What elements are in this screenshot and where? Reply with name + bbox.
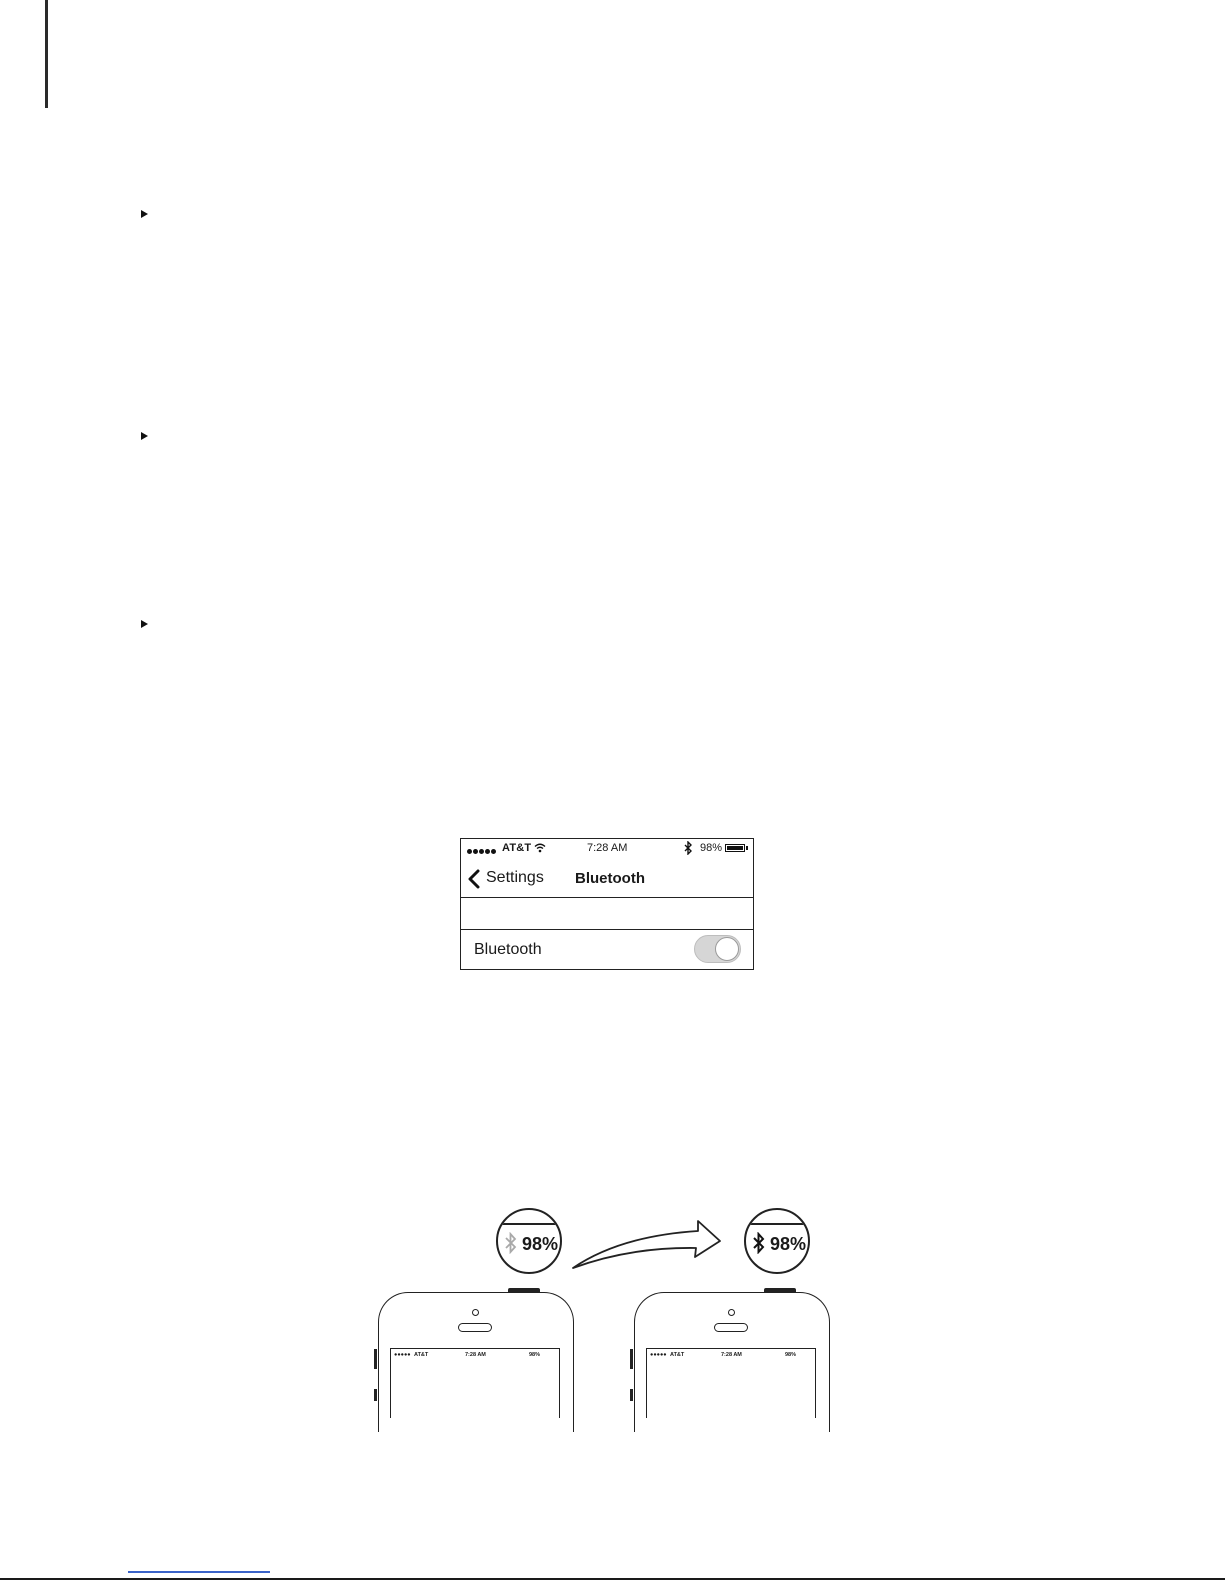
battery-percent: 98% — [785, 1352, 797, 1358]
bluetooth-row-label: Bluetooth — [474, 941, 542, 958]
status-time: 7:28 AM — [465, 1352, 486, 1358]
battery-fill — [727, 846, 743, 850]
battery-nub — [746, 846, 748, 850]
toggle-knob[interactable] — [715, 937, 739, 961]
carrier-name: AT&T — [502, 842, 532, 854]
phone-illustration-after — [634, 1292, 830, 1412]
bullet-marker — [141, 620, 148, 628]
phone-screen — [390, 1348, 560, 1418]
curved-arrow-icon — [570, 1211, 730, 1271]
bluetooth-icon — [684, 841, 693, 858]
bluetooth-toggle[interactable] — [694, 935, 741, 963]
status-bar — [647, 1350, 815, 1360]
zoom-circle-after — [744, 1208, 810, 1274]
status-bar-edge — [498, 1223, 560, 1225]
volume-button — [630, 1389, 633, 1401]
wifi-icon — [534, 843, 546, 856]
signal-dots-icon — [467, 845, 497, 857]
back-button[interactable]: Settings — [486, 869, 544, 886]
phone-body — [378, 1292, 574, 1432]
status-time: 7:28 AM — [587, 842, 628, 854]
navigation-bar — [461, 859, 753, 898]
battery-percent: 98% — [770, 1234, 807, 1254]
phone-illustration-before — [378, 1292, 574, 1412]
bluetooth-icon — [505, 1232, 517, 1259]
volume-button — [374, 1349, 377, 1369]
speaker-icon — [458, 1323, 492, 1332]
status-bar — [391, 1350, 559, 1360]
status-bar — [461, 839, 753, 859]
page-title: Bluetooth — [575, 870, 645, 887]
camera-icon — [728, 1309, 735, 1316]
battery-icon — [725, 844, 745, 852]
carrier-name: AT&T — [670, 1352, 685, 1358]
bullet-marker — [141, 210, 148, 218]
battery-percent: 98% — [522, 1234, 559, 1254]
bluetooth-setting-row — [461, 930, 753, 969]
bluetooth-settings-screen — [460, 838, 754, 970]
volume-button — [374, 1389, 377, 1401]
battery-percent: 98% — [700, 842, 723, 854]
camera-icon — [472, 1309, 479, 1316]
phone-body — [634, 1292, 830, 1432]
signal-dots-icon: ●●●●● — [650, 1352, 667, 1358]
chevron-left-icon[interactable] — [467, 869, 481, 894]
volume-button — [630, 1349, 633, 1369]
footer-rule — [0, 1578, 1225, 1580]
carrier-name: AT&T — [414, 1352, 429, 1358]
zoom-circle-before — [496, 1208, 562, 1274]
footer-link-underline — [128, 1571, 270, 1573]
bullet-marker — [141, 432, 148, 440]
speaker-icon — [714, 1323, 748, 1332]
bluetooth-icon — [753, 1232, 765, 1259]
signal-dots-icon: ●●●●● — [394, 1352, 411, 1358]
status-time: 7:28 AM — [721, 1352, 742, 1358]
status-bar-edge — [746, 1223, 808, 1225]
battery-percent: 98% — [529, 1352, 541, 1358]
section-spacer — [461, 898, 753, 930]
margin-rule — [45, 0, 48, 108]
phone-screen — [646, 1348, 816, 1418]
